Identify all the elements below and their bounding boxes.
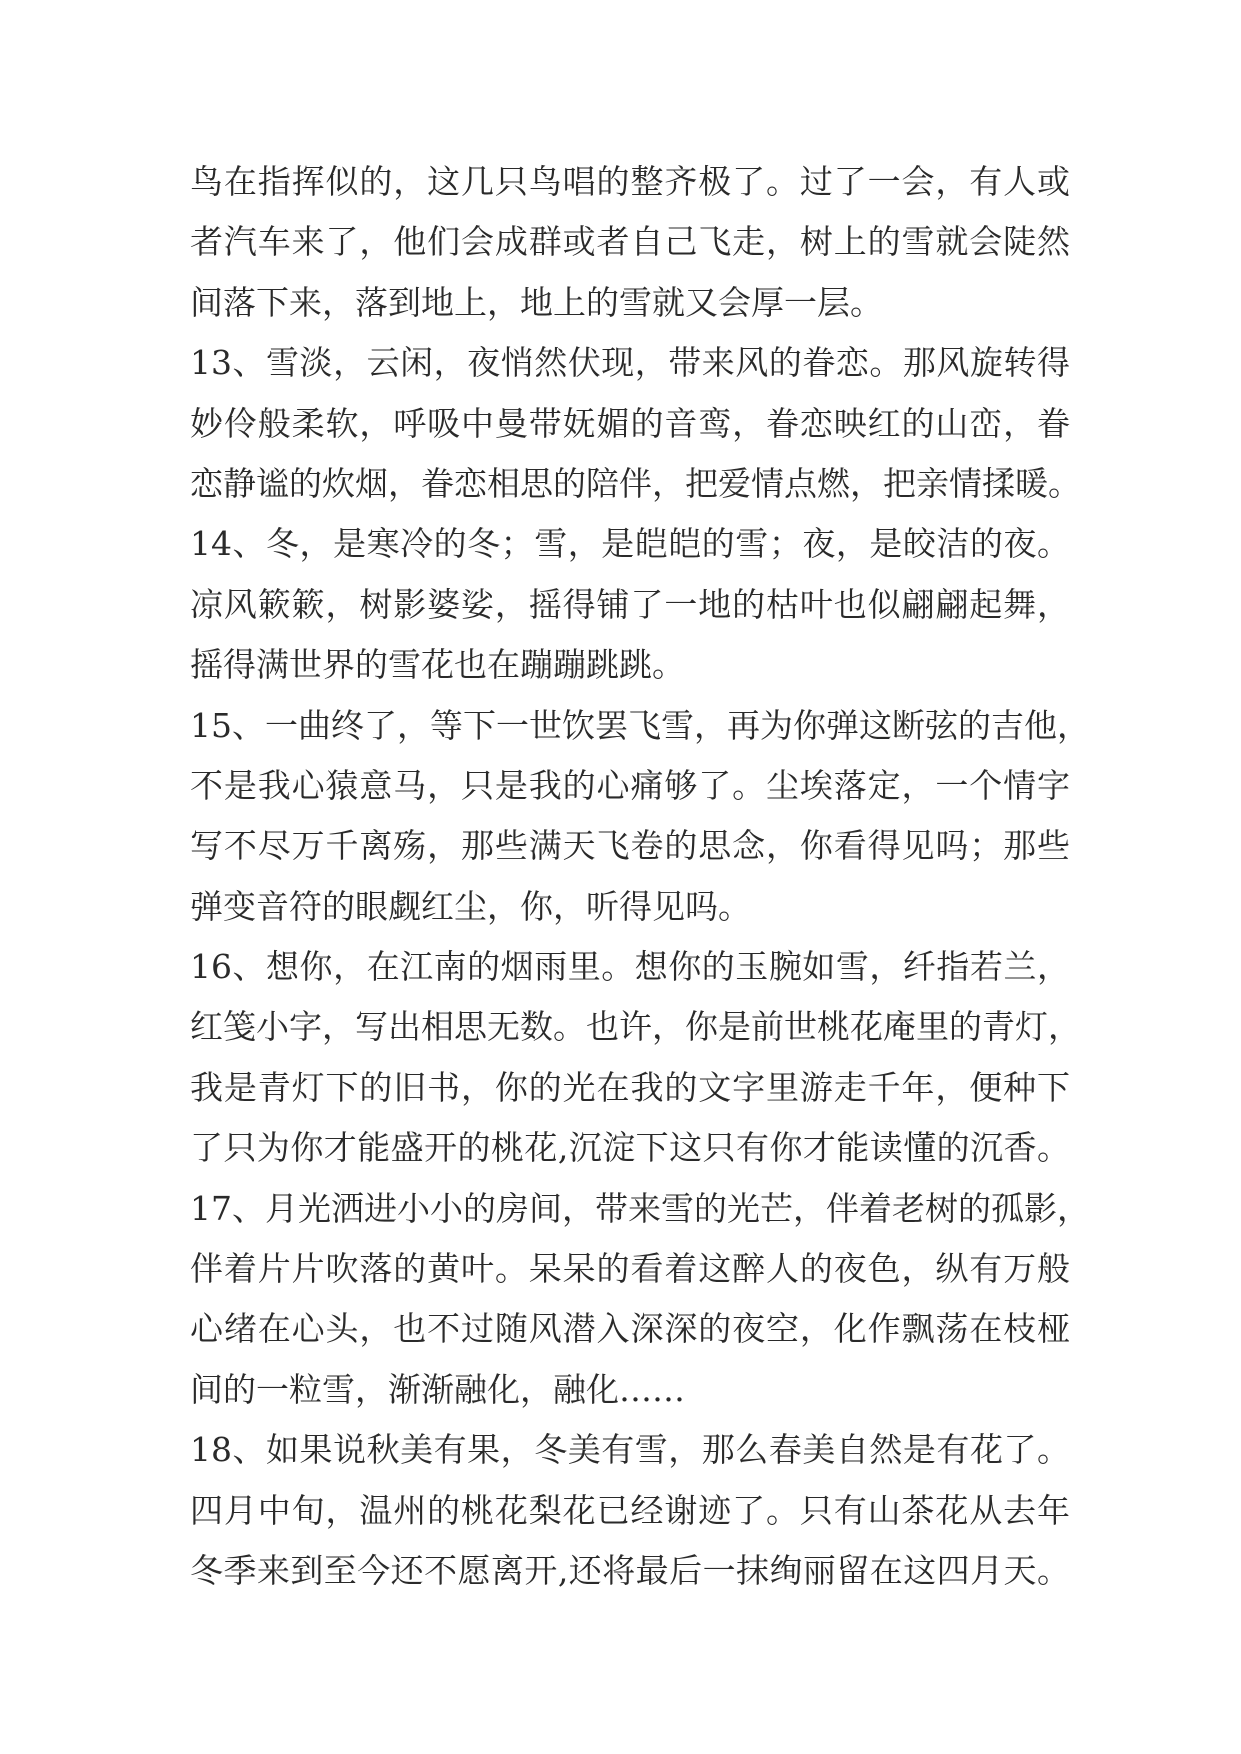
text-line: 冬季来到至今还不愿离开,还将最后一抹绚丽留在这四月天。 — [190, 1550, 1070, 1590]
text-line: 18、如果说秋美有果，冬美有雪，那么春美自然是有花了。 — [190, 1430, 1070, 1470]
text-line: 17、月光洒进小小的房间，带来雪的光芒，伴着老树的孤影， — [190, 1188, 1090, 1228]
text-line: 妙伶般柔软，呼吸中曼带妩媚的音鸾，眷恋映红的山峦，眷 — [190, 403, 1070, 443]
text-line: 14、冬，是寒冷的冬；雪，是皑皑的雪；夜，是皎洁的夜。 — [190, 524, 1070, 564]
text-line: 间的一粒雪，渐渐融化，融化…… — [190, 1369, 685, 1409]
text-line: 16、想你，在江南的烟雨里。想你的玉腕如雪，纤指若兰， — [190, 947, 1070, 987]
text-line: 13、雪淡，云闲，夜悄然伏现，带来风的眷恋。那风旋转得 — [190, 343, 1070, 383]
body-text — [190, 152, 1090, 1601]
text-line: 者汽车来了，他们会成群或者自己飞走，树上的雪就会陡然 — [190, 222, 1070, 262]
text-line: 弹变音符的眼觑红尘，你，听得见吗。 — [190, 886, 751, 926]
text-line: 15、一曲终了，等下一世饮罢飞雪，再为你弹这断弦的吉他， — [190, 705, 1090, 745]
text-line: 鸟在指挥似的，这几只鸟唱的整齐极了。过了一会，有人或 — [190, 162, 1070, 201]
text-line: 间落下来，落到地上，地上的雪就又会厚一层。 — [190, 282, 883, 322]
text-line: 凉风簌簌，树影婆娑，摇得铺了一地的枯叶也似翩翩起舞， — [190, 584, 1070, 624]
text-line: 心绪在心头，也不过随风潜入深深的夜空，化作飘荡在枝桠 — [190, 1309, 1070, 1349]
text-line: 不是我心猿意马，只是我的心痛够了。尘埃落定，一个情字 — [190, 765, 1070, 805]
text-line: 我是青灯下的旧书，你的光在我的文字里游走千年，便种下 — [190, 1067, 1070, 1107]
text-line: 摇得满世界的雪花也在蹦蹦跳跳。 — [190, 645, 685, 685]
text-line: 了只为你才能盛开的桃花,沉淀下这只有你才能读懂的沉香。 — [190, 1128, 1070, 1168]
text-line: 红笺小字，写出相思无数。也许，你是前世桃花庵里的青灯， — [190, 1007, 1081, 1047]
text-line: 伴着片片吹落的黄叶。呆呆的看着这醉人的夜色，纵有万般 — [190, 1249, 1070, 1289]
text-line: 写不尽万千离殇，那些满天飞卷的思念，你看得见吗；那些 — [190, 826, 1070, 866]
text-line: 四月中旬，温州的桃花梨花已经谢迹了。只有山茶花从去年 — [190, 1490, 1070, 1530]
text-line: 恋静谧的炊烟，眷恋相思的陪伴，把爱情点燃，把亲情揉暖。 — [190, 463, 1081, 503]
